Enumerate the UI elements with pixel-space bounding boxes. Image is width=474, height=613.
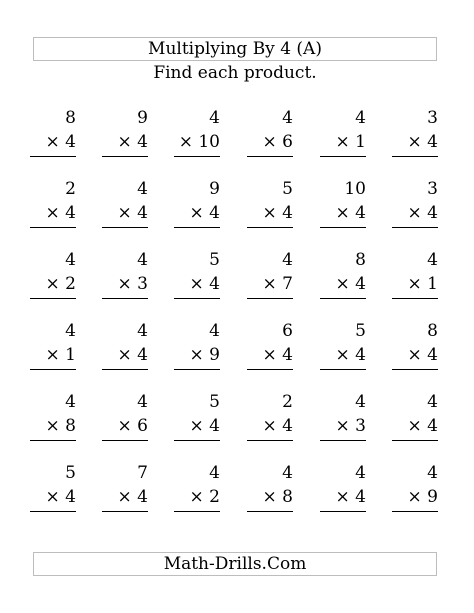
answer-space[interactable] xyxy=(320,158,366,164)
problem-multiplier: × 4 xyxy=(45,203,76,223)
problem-multiplier: × 6 xyxy=(117,416,148,436)
answer-space[interactable] xyxy=(392,229,438,235)
answer-space[interactable] xyxy=(247,442,293,448)
problem-multiplier: × 2 xyxy=(45,274,76,294)
problem xyxy=(174,179,220,235)
answer-space[interactable] xyxy=(392,513,438,519)
answer-space[interactable] xyxy=(30,442,76,448)
answer-space[interactable] xyxy=(102,300,148,306)
problem xyxy=(102,179,148,235)
problem-multiplier: × 4 xyxy=(335,487,366,507)
answer-line xyxy=(174,298,220,299)
answer-line xyxy=(247,227,293,228)
problem-multiplicand: 4 xyxy=(355,108,366,128)
problem-multiplicand: 7 xyxy=(137,463,148,483)
problem-multiplicand: 5 xyxy=(282,179,293,199)
problem-multiplier: × 1 xyxy=(335,132,366,152)
problem xyxy=(174,250,220,306)
problem-multiplier: × 4 xyxy=(45,487,76,507)
problem-multiplicand: 4 xyxy=(209,108,220,128)
problem-multiplier: × 4 xyxy=(407,203,438,223)
problem-multiplier: × 4 xyxy=(262,203,293,223)
problem-multiplicand: 4 xyxy=(282,108,293,128)
problem-multiplicand: 4 xyxy=(65,392,76,412)
answer-space[interactable] xyxy=(392,158,438,164)
problem-multiplicand: 4 xyxy=(65,250,76,270)
problem xyxy=(102,250,148,306)
problem-multiplicand: 6 xyxy=(282,321,293,341)
problem xyxy=(174,108,220,164)
answer-line xyxy=(30,440,76,441)
problem-multiplicand: 4 xyxy=(209,463,220,483)
problem xyxy=(174,321,220,377)
problem xyxy=(30,321,76,377)
answer-line xyxy=(320,156,366,157)
problem-multiplicand: 4 xyxy=(209,321,220,341)
answer-space[interactable] xyxy=(247,229,293,235)
answer-line xyxy=(30,227,76,228)
site-footer: Math-Drills.Com xyxy=(33,552,437,576)
answer-line xyxy=(102,298,148,299)
problem-multiplicand: 4 xyxy=(282,463,293,483)
problem xyxy=(30,463,76,519)
problem-multiplier: × 2 xyxy=(189,487,220,507)
answer-line xyxy=(392,440,438,441)
problem-multiplicand: 5 xyxy=(65,463,76,483)
problem-multiplier: × 6 xyxy=(262,132,293,152)
problem xyxy=(392,321,438,377)
problem xyxy=(102,392,148,448)
answer-line xyxy=(102,440,148,441)
problem xyxy=(320,108,366,164)
answer-space[interactable] xyxy=(320,229,366,235)
problem xyxy=(174,392,220,448)
answer-line xyxy=(174,227,220,228)
answer-line xyxy=(392,227,438,228)
answer-line xyxy=(30,156,76,157)
answer-line xyxy=(174,511,220,512)
problem-multiplier: × 4 xyxy=(45,132,76,152)
answer-space[interactable] xyxy=(247,513,293,519)
problem-multiplier: × 4 xyxy=(262,345,293,365)
problem xyxy=(247,392,293,448)
answer-line xyxy=(247,511,293,512)
answer-space[interactable] xyxy=(247,300,293,306)
answer-line xyxy=(392,156,438,157)
answer-space[interactable] xyxy=(30,371,76,377)
answer-line xyxy=(30,369,76,370)
problem xyxy=(174,463,220,519)
problem-multiplicand: 3 xyxy=(427,179,438,199)
answer-line xyxy=(320,440,366,441)
answer-space[interactable] xyxy=(102,229,148,235)
problem xyxy=(320,179,366,235)
answer-space[interactable] xyxy=(174,300,220,306)
problem-multiplicand: 4 xyxy=(427,392,438,412)
answer-line xyxy=(392,298,438,299)
problem-multiplicand: 3 xyxy=(427,108,438,128)
answer-line xyxy=(320,511,366,512)
problem-multiplier: × 1 xyxy=(45,345,76,365)
problem-multiplier: × 4 xyxy=(189,416,220,436)
problem-multiplicand: 4 xyxy=(355,463,366,483)
answer-line xyxy=(392,511,438,512)
answer-line xyxy=(247,156,293,157)
problem-multiplier: × 4 xyxy=(335,345,366,365)
problem-multiplicand: 8 xyxy=(355,250,366,270)
answer-space[interactable] xyxy=(30,300,76,306)
problem-multiplier: × 4 xyxy=(189,274,220,294)
problem-multiplier: × 9 xyxy=(189,345,220,365)
problem-multiplier: × 9 xyxy=(407,487,438,507)
answer-space[interactable] xyxy=(247,371,293,377)
answer-space[interactable] xyxy=(102,442,148,448)
answer-space[interactable] xyxy=(174,371,220,377)
worksheet-instructions: Find each product. xyxy=(153,63,317,83)
answer-space[interactable] xyxy=(174,229,220,235)
problem-multiplier: × 4 xyxy=(117,203,148,223)
problem-multiplicand: 8 xyxy=(65,108,76,128)
answer-space[interactable] xyxy=(30,158,76,164)
problem xyxy=(247,463,293,519)
problem xyxy=(392,250,438,306)
problem-multiplier: × 4 xyxy=(407,345,438,365)
worksheet-title: Multiplying By 4 (A) xyxy=(33,37,437,61)
problem xyxy=(30,250,76,306)
problem-multiplier: × 1 xyxy=(407,274,438,294)
problem xyxy=(30,108,76,164)
problem-multiplicand: 5 xyxy=(209,250,220,270)
problem-multiplier: × 4 xyxy=(189,203,220,223)
problem xyxy=(320,463,366,519)
problem xyxy=(247,179,293,235)
problem-multiplier: × 4 xyxy=(407,132,438,152)
answer-line xyxy=(102,156,148,157)
answer-line xyxy=(247,369,293,370)
problem-multiplier: × 4 xyxy=(407,416,438,436)
answer-space[interactable] xyxy=(320,371,366,377)
problem xyxy=(320,321,366,377)
answer-line xyxy=(320,369,366,370)
answer-space[interactable] xyxy=(102,513,148,519)
problem-multiplier: × 4 xyxy=(262,416,293,436)
problem-multiplicand: 4 xyxy=(137,250,148,270)
answer-line xyxy=(174,156,220,157)
problem xyxy=(102,321,148,377)
problem-multiplicand: 5 xyxy=(209,392,220,412)
problem-multiplier: × 4 xyxy=(117,132,148,152)
problem-multiplicand: 4 xyxy=(427,463,438,483)
problem xyxy=(320,392,366,448)
answer-line xyxy=(30,298,76,299)
answer-line xyxy=(320,298,366,299)
answer-space[interactable] xyxy=(174,442,220,448)
problem-multiplicand: 4 xyxy=(137,179,148,199)
answer-line xyxy=(247,440,293,441)
answer-space[interactable] xyxy=(30,229,76,235)
answer-space[interactable] xyxy=(30,513,76,519)
answer-line xyxy=(392,369,438,370)
problem-multiplicand: 9 xyxy=(137,108,148,128)
problem-multiplicand: 10 xyxy=(344,179,366,199)
problem xyxy=(247,108,293,164)
problem xyxy=(392,463,438,519)
answer-space[interactable] xyxy=(392,371,438,377)
problem-multiplicand: 2 xyxy=(282,392,293,412)
problem-multiplier: × 8 xyxy=(45,416,76,436)
problem xyxy=(102,108,148,164)
problem xyxy=(392,392,438,448)
problem xyxy=(247,250,293,306)
answer-line xyxy=(174,440,220,441)
answer-space[interactable] xyxy=(320,442,366,448)
problem-multiplier: × 8 xyxy=(262,487,293,507)
answer-space[interactable] xyxy=(102,158,148,164)
problem-multiplier: × 3 xyxy=(335,416,366,436)
problem-multiplicand: 9 xyxy=(209,179,220,199)
answer-line xyxy=(102,369,148,370)
problem-multiplicand: 4 xyxy=(282,250,293,270)
answer-space[interactable] xyxy=(102,371,148,377)
answer-line xyxy=(320,227,366,228)
problem xyxy=(102,463,148,519)
answer-space[interactable] xyxy=(320,300,366,306)
problem-multiplicand: 4 xyxy=(137,321,148,341)
answer-space[interactable] xyxy=(392,300,438,306)
problem-multiplier: × 4 xyxy=(117,487,148,507)
answer-space[interactable] xyxy=(320,513,366,519)
answer-line xyxy=(247,298,293,299)
problem xyxy=(320,250,366,306)
problem xyxy=(392,108,438,164)
problem-multiplicand: 5 xyxy=(355,321,366,341)
answer-line xyxy=(30,511,76,512)
problem xyxy=(392,179,438,235)
answer-line xyxy=(174,369,220,370)
answer-space[interactable] xyxy=(174,513,220,519)
problem-multiplicand: 4 xyxy=(65,321,76,341)
answer-line xyxy=(102,511,148,512)
problem-multiplicand: 2 xyxy=(65,179,76,199)
problem xyxy=(247,321,293,377)
answer-line xyxy=(102,227,148,228)
problem-multiplier: × 4 xyxy=(335,203,366,223)
answer-space[interactable] xyxy=(392,442,438,448)
problem-multiplier: × 3 xyxy=(117,274,148,294)
problem-multiplier: × 10 xyxy=(178,132,220,152)
problem-multiplier: × 4 xyxy=(335,274,366,294)
answer-space[interactable] xyxy=(174,158,220,164)
answer-space[interactable] xyxy=(247,158,293,164)
problem xyxy=(30,179,76,235)
problem-multiplicand: 4 xyxy=(427,250,438,270)
problem-multiplier: × 4 xyxy=(117,345,148,365)
problem-multiplier: × 7 xyxy=(262,274,293,294)
problem-multiplicand: 8 xyxy=(427,321,438,341)
problem-multiplicand: 4 xyxy=(355,392,366,412)
problem xyxy=(30,392,76,448)
problem-multiplicand: 4 xyxy=(137,392,148,412)
